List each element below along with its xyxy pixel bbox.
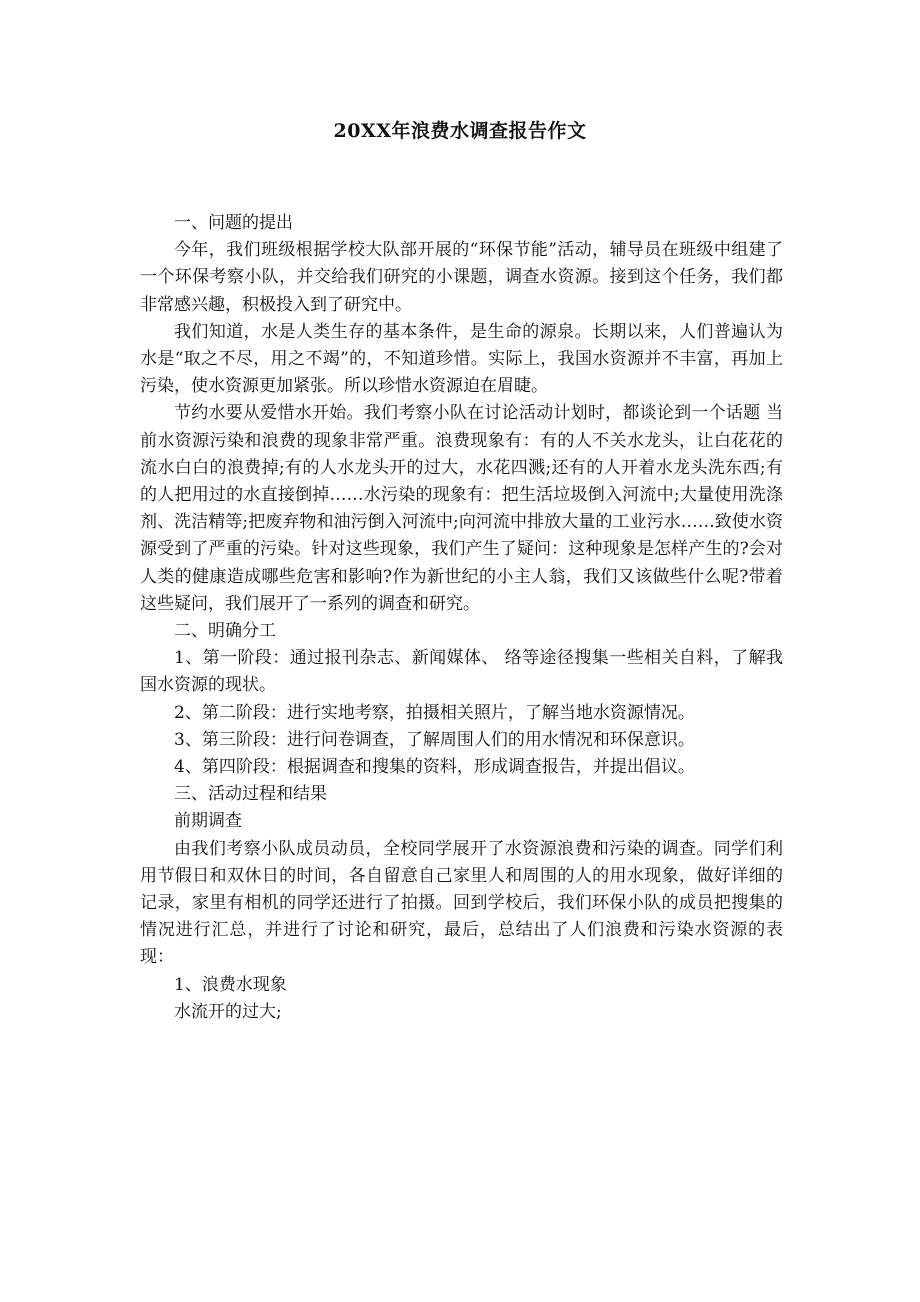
stage-1: 1、第一阶段：通过报刊杂志、新闻媒体、 络等途径搜集一些相关自料，了解我国水资源的现状。 <box>140 648 783 696</box>
paragraph-survey: 由我们考察小队成员动员，全校同学展开了水资源浪费和污染的调查。同学们利用节假日和双休日的时间，各自留意自己家里人和周围的人的用水现象，做好详细的记录，家里有相机的同学还进行了拍摄。回到学校后，我们环保小队的成员把搜集的情况进行汇总，并进行了讨论和研究，最后，总结出了人们浪费和污染水资源的表现： <box>140 838 783 968</box>
subheading-waste: 1、浪费水现象 <box>174 974 287 995</box>
heading-problem: 一、问题的提出 <box>174 213 293 233</box>
paragraph-waste-phenomena: 节约水要从爱惜水开始。我们考察小队在讨论活动计划时，都谈论到一个话题 当前水资源污染和浪费的现象非常严重。浪费现象有：有的人不关水龙头，让白花花的流水白白的浪费掉;有的人水龙头开的过大，水花四溅;还有的人开着水龙头洗东西;有的人把用过的水直接倒掉……水污染的现象有：把生活垃圾倒入河流中;大量使用洗涤剂、洗洁精等;把废弃物和油污倒入河流中;向河流中排放大量的工业污水……致使水资源受到了严重的污染。针对这些现象，我们产生了疑问：这种现象是怎样产生的?会对人类的健康造成哪些危害和影响?作为新世纪的小主人翁，我们又该做些什么呢?带着这些疑问，我们展开了一系列的调查和研究。 <box>140 403 783 614</box>
document-title: 20XX年浪费水调查报告作文 <box>333 120 587 142</box>
paragraph-waste-item: 水流开的过大; <box>174 1001 282 1022</box>
stage-4: 4、第四阶段：根据调查和搜集的资料，形成调查报告，并提出倡议。 <box>174 757 695 778</box>
heading-division: 二、明确分工 <box>174 621 276 642</box>
stage-2: 2、第二阶段：进行实地考察，拍摄相关照片，了解当地水资源情况。 <box>174 702 695 723</box>
heading-process: 三、活动过程和结果 <box>174 784 327 805</box>
stage-3: 3、第三阶段：进行问卷调查，了解周围人们的用水情况和环保意识。 <box>174 729 695 750</box>
paragraph-intro: 今年，我们班级根据学校大队部开展的“环保节能”活动，辅导员在班级中组建了一个环保考察小队，并交给我们研究的小课题，调查水资源。接到这个任务，我们都非常感兴趣，积极投入到了研究中。 <box>140 240 783 315</box>
subheading-preliminary: 前期调查 <box>174 811 242 832</box>
document-body <box>140 210 783 1026</box>
paragraph-water-importance: 我们知道，水是人类生存的基本条件，是生命的源泉。长期以来，人们普遍认为水是“取之不尽，用之不竭”的，不知道珍惜。实际上，我国水资源并不丰富，再加上污染，使水资源更加紧张。所以珍惜水资源迫在眉睫。 <box>140 321 783 397</box>
